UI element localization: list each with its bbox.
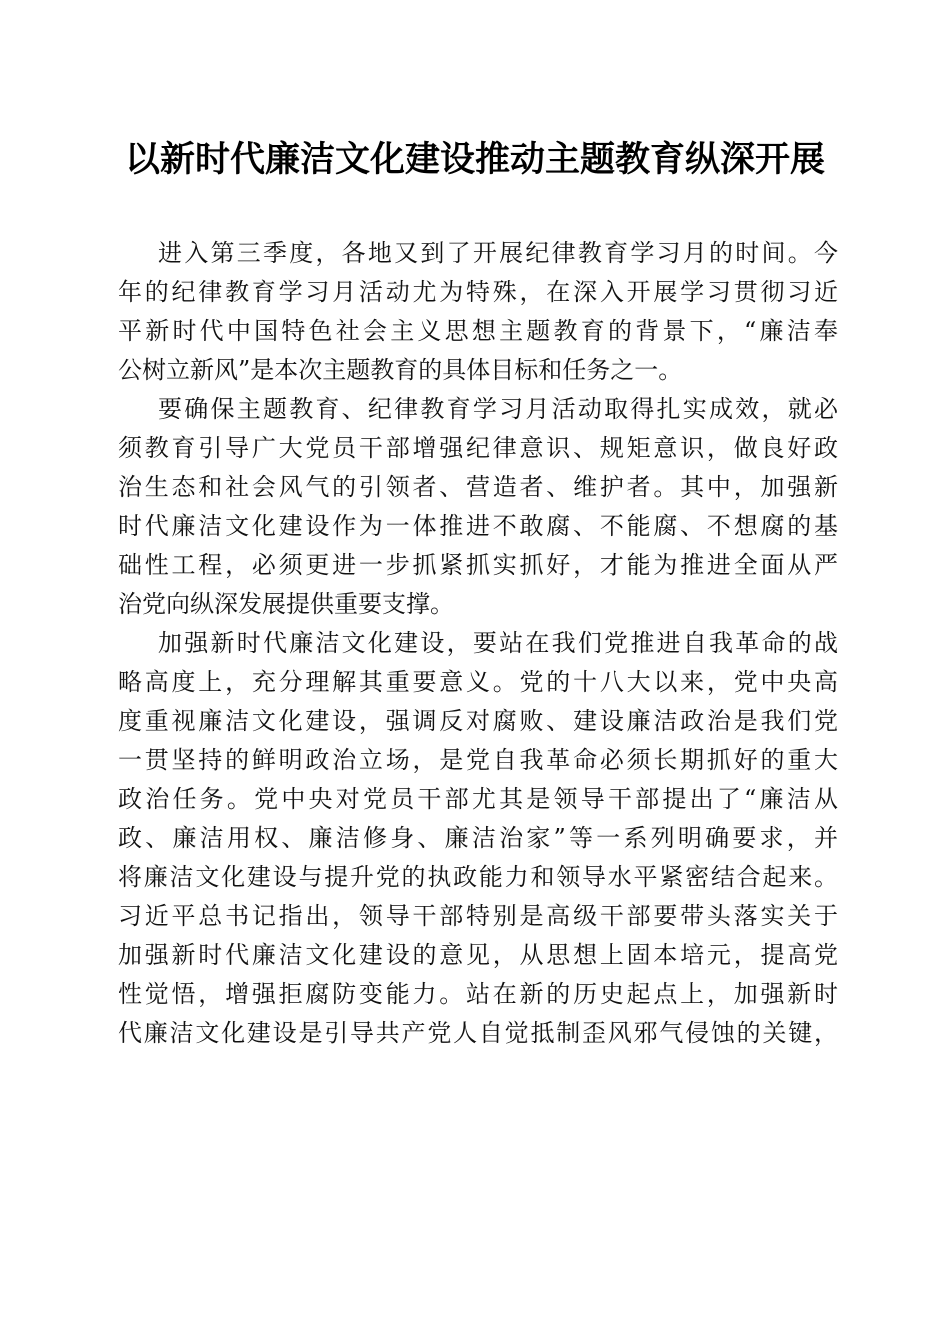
text-line: 进入第三季度，各地又到了开展纪律教育学习月的时间。今 <box>158 239 838 267</box>
text-line: 治党向纵深发展提供重要支撑。 <box>118 590 454 618</box>
text-line: 代廉洁文化建设是引导共产党人自觉抵制歪风邪气侵蚀的关键， <box>118 1019 838 1047</box>
text-line: 政治任务。党中央对党员干部尤其是领导干部提出了“廉洁从 <box>118 785 838 813</box>
text-line: 习近平总书记指出，领导干部特别是高级干部要带头落实关于 <box>118 902 838 930</box>
text-line: 性觉悟，增强拒腐防变能力。站在新的历史起点上，加强新时 <box>118 980 838 1008</box>
text-line: 加强新时代廉洁文化建设的意见，从思想上固本培元，提高党 <box>118 941 838 969</box>
text-line: 政、廉洁用权、廉洁修身、廉洁治家”等一系列明确要求，并 <box>118 824 838 852</box>
text-line: 加强新时代廉洁文化建设，要站在我们党推进自我革命的战 <box>158 629 838 657</box>
text-line: 础性工程，必须更进一步抓紧抓实抓好，才能为推进全面从严 <box>118 551 838 579</box>
text-line: 平新时代中国特色社会主义思想主题教育的背景下，“廉洁奉 <box>118 317 838 345</box>
text-line: 时代廉洁文化建设作为一体推进不敢腐、不能腐、不想腐的基 <box>118 512 838 540</box>
paragraph-1 <box>118 234 838 390</box>
document-body <box>118 234 838 1053</box>
text-line: 将廉洁文化建设与提升党的执政能力和领导水平紧密结合起来。 <box>118 863 838 891</box>
text-line: 年的纪律教育学习月活动尤为特殊，在深入开展学习贯彻习近 <box>118 278 838 306</box>
paragraph-3 <box>118 624 838 1053</box>
page-title: 以新时代廉洁文化建设推动主题教育纵深开展 <box>124 139 825 180</box>
paragraph-2 <box>118 390 838 624</box>
text-line: 要确保主题教育、纪律教育学习月活动取得扎实成效，就必 <box>158 395 838 423</box>
text-line: 公树立新风”是本次主题教育的具体目标和任务之一。 <box>118 356 683 384</box>
text-line: 治生态和社会风气的引领者、营造者、维护者。其中，加强新 <box>118 473 838 501</box>
text-line: 略高度上，充分理解其重要意义。党的十八大以来，党中央高 <box>118 668 838 696</box>
text-line: 一贯坚持的鲜明政治立场，是党自我革命必须长期抓好的重大 <box>118 746 838 774</box>
text-line: 度重视廉洁文化建设，强调反对腐败、建设廉洁政治是我们党 <box>118 707 838 735</box>
text-line: 须教育引导广大党员干部增强纪律意识、规矩意识，做良好政 <box>118 434 838 462</box>
